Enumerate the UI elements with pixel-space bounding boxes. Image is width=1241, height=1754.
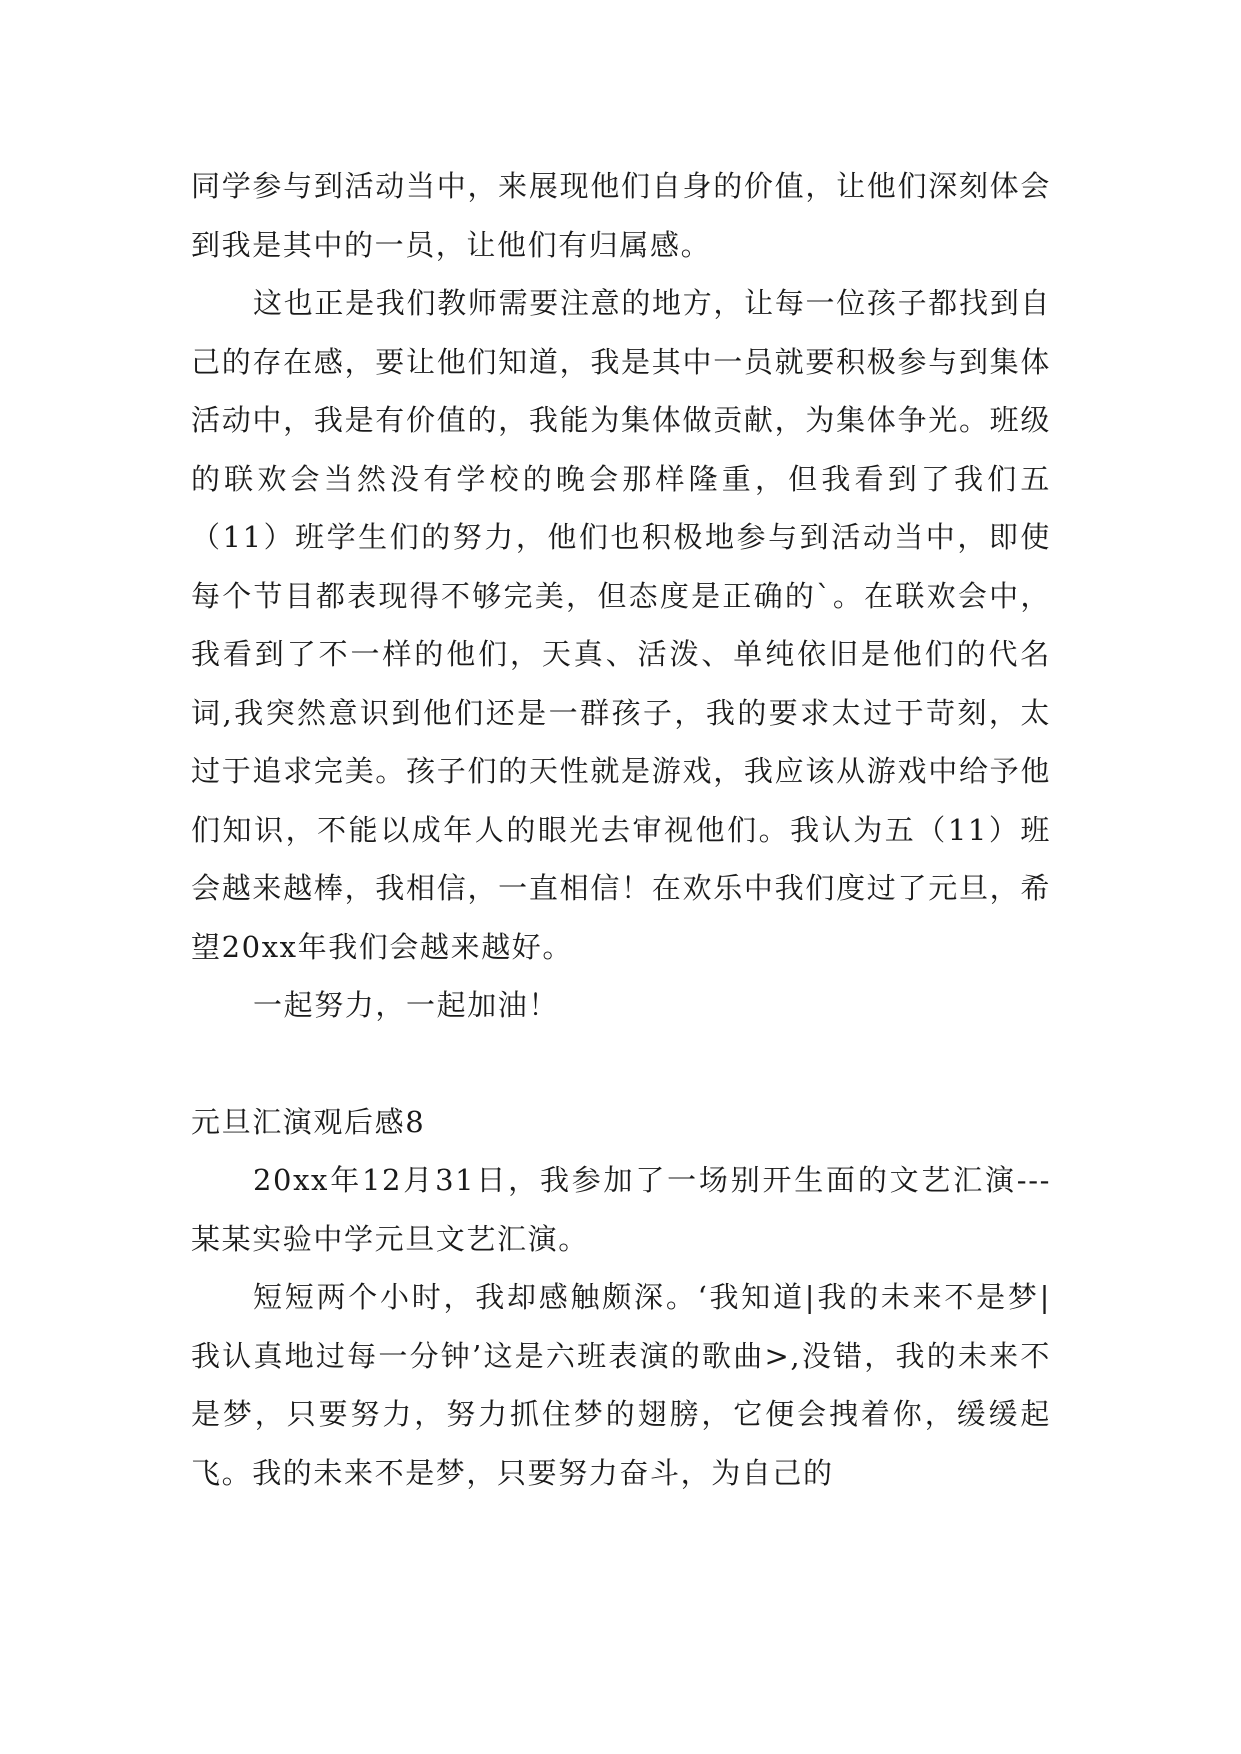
paragraph-event-intro: 20xx年12月31日，我参加了一场别开生面的文艺汇演---某某实验中学元旦文艺汇演。	[191, 1163, 1051, 1256]
section-spacer	[191, 1035, 1051, 1093]
paragraph-teacher-reflection: 这也正是我们教师需要注意的地方，让每一位孩子都找到自己的存在感，要让他们知道，我是其中一员就要积极参与到集体活动中，我是有价值的，我能为集体做贡献，为集体争光。班级的联欢会当然没有学校的晚会那样隆重，但我看到了我们五（11）班学生们的努力，他们也积极地参与到活动当中，即使每个节目都表现得不够完美，但态度是正确的`。在联欢会中，我看到了不一样的他们，天真、活泼、单纯依旧是他们的代名词,我突然意识到他们还是一群孩子，我的要求太过于苛刻，太过于追求完美。孩子们的天性就是游戏，我应该从游戏中给予他们知识，不能以成年人的眼光去审视他们。我认为五（11）班会越来越棒，我相信，一直相信！在欢乐中我们度过了元旦，希望20xx年我们会越来越好。	[191, 286, 1051, 964]
paragraph-closing-cheer: 一起努力，一起加油！	[253, 988, 560, 1022]
section-title: 元旦汇演观后感8	[191, 1104, 426, 1139]
document-page	[191, 157, 1051, 1502]
paragraph-continuation: 同学参与到活动当中，来展现他们自身的价值，让他们深刻体会到我是其中的一员，让他们有归属感。	[191, 169, 1051, 262]
paragraph-song-reflection: 短短两个小时，我却感触颇深。‘我知道|我的未来不是梦|我认真地过每一分钟’这是六班表演的歌曲>,没错，我的未来不是梦，只要努力，努力抓住梦的翅膀，它便会拽着你，缓缓起飞。我的未来不是梦，只要努力奋斗，为自己的	[191, 1280, 1051, 1490]
